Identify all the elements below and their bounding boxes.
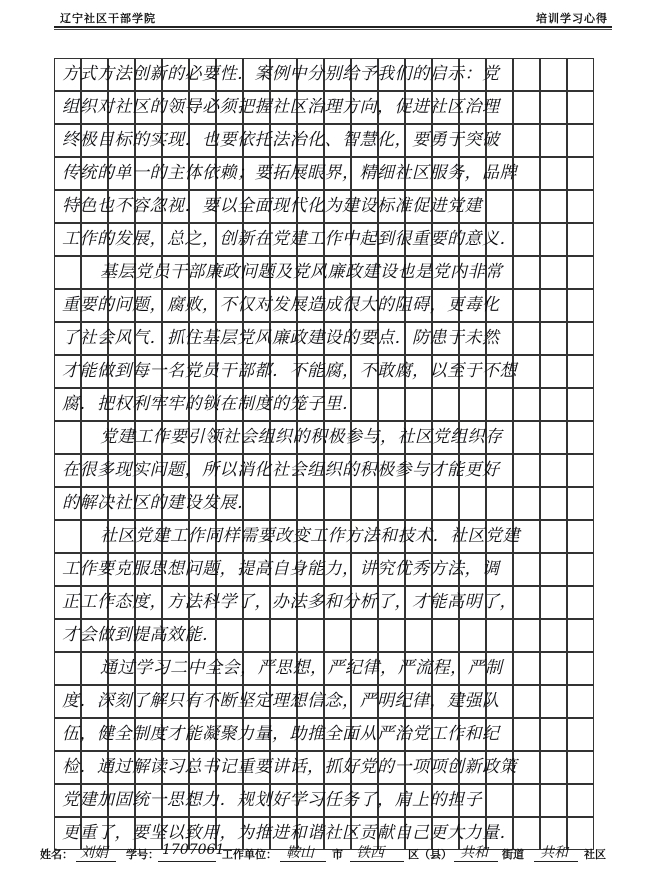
student-id-label: 学号： (126, 848, 159, 861)
student-id-value: 1707061 (162, 842, 225, 858)
student-id-underline (158, 861, 216, 862)
grid-cell (54, 421, 81, 454)
handwritten-line: 社区党建工作同样需要改变工作方法和技术．社区党建 (100, 526, 520, 546)
header-rule-thin (54, 29, 612, 30)
header-institute-name: 辽宁社区干部学院 (60, 12, 156, 25)
street-label: 街道 (502, 848, 524, 861)
district-value: 铁西 (356, 845, 384, 861)
handwritten-line: 检．通过解读习总书记重要讲话，抓好党的一项项创新政策 (62, 757, 517, 777)
community-label: 社区 (584, 848, 606, 861)
community-underline (534, 861, 578, 862)
handwritten-line: 方式方法创新的必要性．案例中分别给予我们的启示：党 (62, 64, 500, 84)
grid-cell (54, 520, 81, 553)
grid-cell (54, 256, 81, 289)
street-underline (454, 861, 498, 862)
handwritten-line: 工作的发展，总之，创新在党建工作中起到很重要的意义． (62, 229, 517, 249)
handwritten-line: 传统的单一的主体依赖；要拓展眼界，精细社区服务，品牌 (62, 163, 517, 183)
handwritten-line: 正工作态度，方法科学了，办法多和分析了，才能高明了， (62, 592, 517, 612)
handwritten-line: 特色也不容忽视．要以全面现代化为建设标准促进党建 (62, 196, 482, 216)
handwritten-line: 度．深刻了解只有不断坚定理想信念，严明纪律，建强队 (62, 691, 500, 711)
city-label: 市 (332, 848, 343, 861)
handwritten-line: 腐．把权利牢牢的锁在制度的笼子里． (62, 394, 360, 414)
street-value: 共和 (460, 845, 488, 861)
grid-cell (54, 652, 81, 685)
handwritten-line: 党建工作要引领社会组织的积极参与，社区党组织存 (100, 427, 503, 447)
district-label: 区（县） (408, 848, 452, 861)
handwritten-line: 才会做到提高效能． (62, 625, 220, 645)
footer-signature-block (40, 842, 640, 868)
handwritten-line: 伍，健全制度才能凝聚力量，助推全面从严治党工作和纪 (62, 724, 500, 744)
handwritten-line: 才能做到每一名党员干部都．不能腐，不敢腐，以至于不想 (62, 361, 517, 381)
handwritten-line: 了社会风气．抓住基层党风廉政建设的要点．防患于未然 (62, 328, 500, 348)
name-value: 刘娟 (80, 845, 108, 861)
handwritten-line: 组织对社区的领导必须把握社区治理方向，促进社区治理 (62, 97, 500, 117)
header-document-type: 培训学习心得 (536, 12, 608, 25)
handwritten-line: 通过学习二中全会，严思想，严纪律，严流程，严制 (100, 658, 503, 678)
handwritten-line: 在很多现实问题，所以消化社会组织的积极参与才能更好 (62, 460, 500, 480)
city-value: 鞍山 (286, 845, 314, 861)
name-label: 姓名： (40, 848, 73, 861)
handwritten-line: 工作要克服思想问题，提高自身能力，讲究优秀方法，调 (62, 559, 500, 579)
community-value: 共和 (540, 845, 568, 861)
name-underline (76, 861, 116, 862)
handwritten-line: 党建加固统一思想力．规划好学习任务了，肩上的担子 (62, 790, 482, 810)
handwritten-line: 重要的问题，腐败，不仅对发展造成很大的阻碍，更毒化 (62, 295, 500, 315)
district-underline (350, 861, 404, 862)
handwritten-line: 基层党员干部廉政问题及党风廉政建设也是党内非常 (100, 262, 503, 282)
handwritten-line: 更重了，要坚以致用，为推进和谐社区贡献自己更大力量． (62, 823, 517, 843)
header-rule (54, 26, 612, 28)
work-unit-label: 工作单位： (222, 848, 277, 861)
handwritten-line: 终极目标的实现．也要依托法治化、智慧化，要勇于突破 (62, 130, 500, 150)
handwritten-line: 的解决社区的建设发展． (62, 493, 255, 513)
city-underline (280, 861, 326, 862)
